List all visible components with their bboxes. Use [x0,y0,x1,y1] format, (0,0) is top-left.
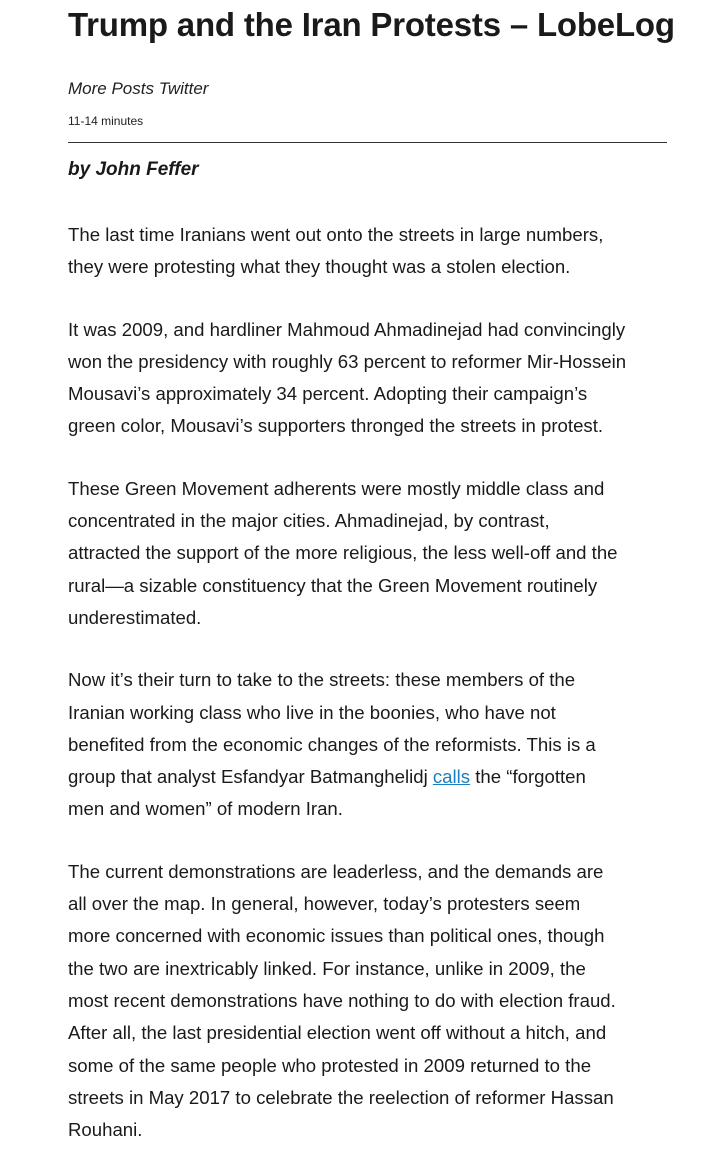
reading-time: 11-14 minutes [68,114,144,128]
paragraph-line: concentrated in the major cities. Ahmadinejad, by contrast, [68,510,550,532]
paragraph-line: After all, the last presidential election went off without a hitch, and [68,1022,607,1044]
text-segment: group that analyst Esfandyar Batmanghelidj [68,766,433,788]
paragraph-1 [68,219,672,284]
paragraph-line: These Green Movement adherents were mostly middle class and [68,477,605,499]
paragraph-line: all over the map. In general, however, today’s protesters seem [68,893,581,915]
paragraph-line: benefited from the economic changes of the reformists. This is a [68,733,596,755]
paragraph-line: The current demonstrations are leaderless, and the demands are [68,860,604,882]
paragraph-line: green color, Mousavi’s supporters thronged the streets in protest. [68,415,604,437]
paragraph-line: more concerned with economic issues than political ones, though [68,925,605,947]
paragraph-line: underestimated. [68,606,202,628]
article-body [68,219,672,1155]
paragraph-5 [68,856,672,1147]
paragraph-line: Mousavi’s approximately 34 percent. Adopting their campaign’s [68,383,588,405]
paragraph-line: won the presidency with roughly 63 percent to reformer Mir-Hossein [68,350,627,372]
paragraph-line: rural—a sizable constituency that the Green Movement routinely [68,574,598,596]
paragraph-4 [68,664,672,825]
paragraph-line: The last time Iranians went out onto the streets in large numbers, [68,224,604,245]
meta-links: More Posts Twitter [68,79,209,98]
paragraph-line: Now it’s their turn to take to the streets: these members of the [68,669,576,691]
paragraph-line-with-link [68,761,672,793]
paragraph-line: they were protesting what they thought was a stolen election. [68,256,571,278]
paragraph-line: some of the same people who protested in 2009 returned to the [68,1054,592,1076]
article-author: by John Feffer [68,159,199,180]
paragraph-line: men and women” of modern Iran. [68,798,343,820]
text-segment: the “forgotten [470,766,586,788]
paragraph-line: attracted the support of the more religious, the less well-off and the [68,542,618,564]
paragraph-line: the two are inextricably linked. For instance, unlike in 2009, the [68,957,586,979]
paragraph-line: Rouhani. [68,1119,143,1141]
header-divider [68,142,667,143]
paragraph-3 [68,473,672,634]
paragraph-line: Iranian working class who live in the boonies, who have not [68,701,556,723]
calls-link[interactable]: calls [432,766,471,788]
paragraph-line: most recent demonstrations have nothing to do with election fraud. [68,989,616,1011]
paragraph-line: It was 2009, and hardliner Mahmoud Ahmadinejad had convincingly [68,318,626,340]
paragraph-line: streets in May 2017 to celebrate the reelection of reformer Hassan [68,1086,614,1108]
article-title: Trump and the Iran Protests – LobeLog [68,6,675,43]
paragraph-2 [68,314,672,443]
